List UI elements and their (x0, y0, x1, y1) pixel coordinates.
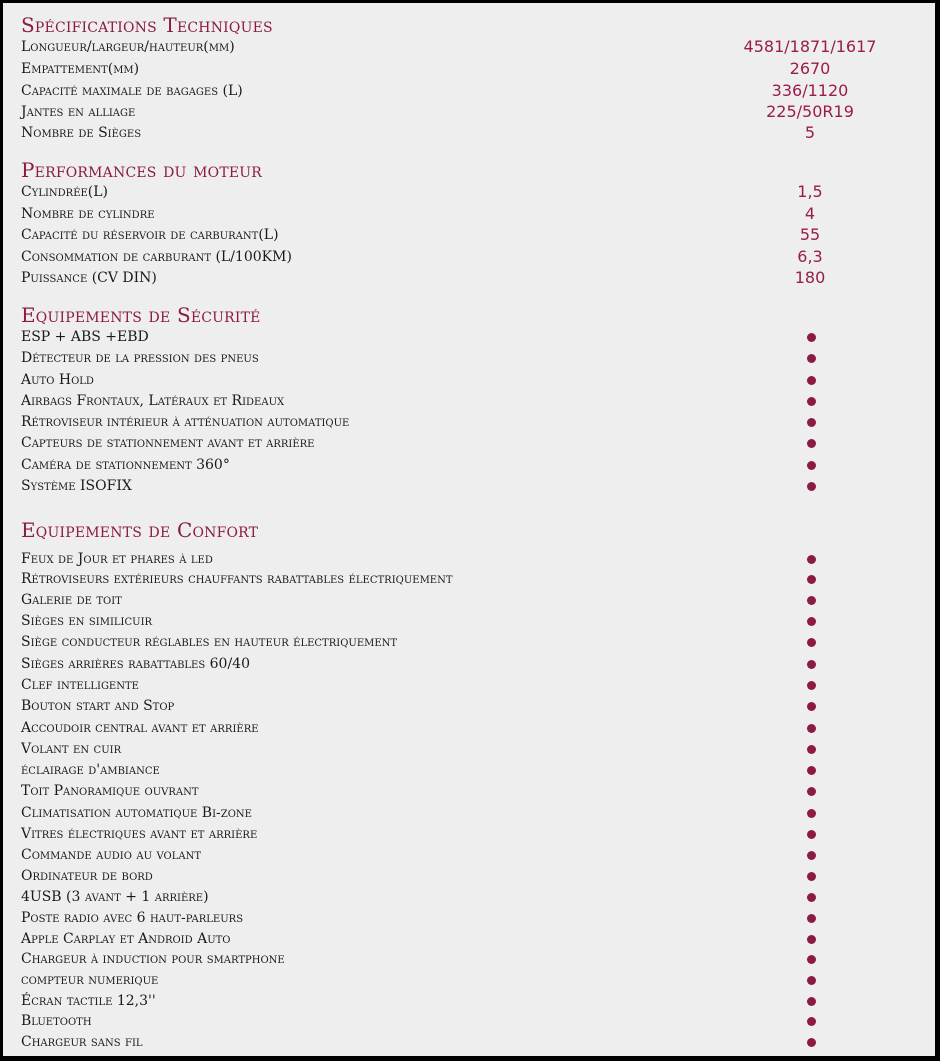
spec-label: Volant en cuir (21, 741, 122, 757)
spec-label: Feux de Jour et phares à led (21, 551, 213, 567)
section-title-equipements-de-confort: Equipements de Confort (21, 518, 259, 542)
spec-row (21, 348, 935, 368)
included-dot-icon (807, 376, 816, 385)
spec-row (21, 102, 935, 122)
included-dot-icon (807, 851, 816, 860)
included-dot-icon (807, 596, 816, 605)
spec-label: Capacité maximale de bagages (L) (21, 83, 243, 99)
spec-label: Nombre de Sièges (21, 125, 142, 141)
spec-row (21, 675, 935, 695)
spec-row (21, 182, 935, 202)
spec-row (21, 433, 935, 453)
spec-label: Sièges arrières rabattables 60/40 (21, 656, 250, 672)
spec-label: Clef intelligente (21, 677, 139, 693)
spec-value: 6,3 (797, 247, 823, 266)
included-dot-icon (807, 418, 816, 427)
spec-label: éclairage d'ambiance (21, 762, 160, 778)
spec-label: compteur numerique (21, 972, 159, 988)
included-dot-icon (807, 1017, 816, 1026)
spec-value: 336/1120 (771, 81, 849, 100)
included-dot-icon (807, 745, 816, 754)
spec-row (21, 370, 935, 390)
spec-row (21, 803, 935, 823)
spec-value: 4 (804, 204, 816, 223)
spec-label: Écran tactile 12,3'' (21, 993, 156, 1009)
spec-label: Rétroviseurs extérieurs chauffants rabattables électriquement (21, 571, 453, 587)
spec-row (21, 970, 935, 990)
spec-label: Rétroviseur intérieur à atténuation automatique (21, 414, 350, 430)
included-dot-icon (807, 724, 816, 733)
spec-row (21, 81, 935, 101)
spec-label: Poste radio avec 6 haut-parleurs (21, 910, 244, 926)
spec-row (21, 37, 935, 57)
spec-row (21, 268, 935, 288)
spec-label: Ordinateur de bord (21, 868, 153, 884)
spec-label: Longueur/largeur/hauteur(mm) (21, 39, 235, 55)
spec-label: Capteurs de stationnement avant et arrière (21, 435, 315, 451)
spec-label: Siège conducteur réglables en hauteur électriquement (21, 634, 398, 650)
spec-label: Sièges en similicuir (21, 613, 153, 629)
spec-label: Airbags Frontaux, Latéraux et Rideaux (21, 393, 285, 409)
spec-row (21, 632, 935, 652)
spec-row (21, 887, 935, 907)
included-dot-icon (807, 555, 816, 564)
spec-row (21, 824, 935, 844)
spec-sheet (3, 3, 935, 1056)
spec-row (21, 845, 935, 865)
included-dot-icon (807, 482, 816, 491)
spec-row (21, 1011, 935, 1031)
spec-row (21, 590, 935, 610)
section-title-specifications-techniques: Spécifications Techniques (21, 13, 273, 37)
included-dot-icon (807, 617, 816, 626)
spec-row (21, 123, 935, 143)
spec-label: Apple Carplay et Android Auto (21, 931, 231, 947)
spec-row (21, 949, 935, 969)
spec-row (21, 929, 935, 949)
spec-row (21, 696, 935, 716)
spec-row (21, 1032, 935, 1052)
included-dot-icon (807, 660, 816, 669)
spec-label: Détecteur de la pression des pneus (21, 350, 259, 366)
included-dot-icon (807, 935, 816, 944)
section-title-performances-du-moteur: Performances du moteur (21, 158, 263, 182)
included-dot-icon (807, 702, 816, 711)
spec-label: 4USB (3 avant + 1 arrière) (21, 889, 209, 905)
included-dot-icon (807, 893, 816, 902)
spec-value: 4581/1871/1617 (743, 37, 877, 56)
spec-label: Cylindrée(L) (21, 184, 109, 200)
included-dot-icon (807, 955, 816, 964)
spec-label: Empattement(mm) (21, 61, 140, 77)
spec-value: 1,5 (797, 182, 823, 201)
spec-label: Chargeur à induction pour smartphone (21, 951, 285, 967)
spec-row (21, 476, 935, 496)
spec-label: Consommation de carburant (L/100KM) (21, 249, 292, 265)
spec-row (21, 718, 935, 738)
included-dot-icon (807, 809, 816, 818)
spec-row (21, 654, 935, 674)
spec-row (21, 225, 935, 245)
included-dot-icon (807, 976, 816, 985)
section-title-equipements-de-securite: Equipements de Sécurité (21, 303, 261, 327)
spec-label: Bluetooth (21, 1013, 92, 1029)
spec-row (21, 908, 935, 928)
included-dot-icon (807, 333, 816, 342)
spec-row (21, 455, 935, 475)
included-dot-icon (807, 575, 816, 584)
spec-label: Accoudoir central avant et arrière (21, 720, 259, 736)
spec-label: Chargeur sans fil (21, 1034, 143, 1050)
spec-label: ESP + ABS +EBD (21, 329, 149, 345)
spec-row (21, 991, 935, 1011)
spec-label: Système ISOFIX (21, 478, 132, 494)
spec-row (21, 247, 935, 267)
spec-label: Climatisation automatique Bi-zone (21, 805, 252, 821)
included-dot-icon (807, 681, 816, 690)
spec-value: 55 (799, 225, 821, 244)
included-dot-icon (807, 997, 816, 1006)
spec-row (21, 760, 935, 780)
included-dot-icon (807, 1038, 816, 1047)
spec-label: Caméra de stationnement 360° (21, 457, 230, 473)
spec-value: 180 (794, 268, 826, 287)
spec-row (21, 739, 935, 759)
included-dot-icon (807, 461, 816, 470)
included-dot-icon (807, 766, 816, 775)
spec-label: Vitres électriques avant et arrière (21, 826, 258, 842)
spec-label: Auto Hold (21, 372, 94, 388)
spec-value: 5 (804, 123, 816, 142)
spec-label: Capacité du réservoir de carburant(L) (21, 227, 279, 243)
spec-row (21, 611, 935, 631)
included-dot-icon (807, 397, 816, 406)
spec-row (21, 781, 935, 801)
spec-label: Nombre de cylindre (21, 206, 155, 222)
spec-label: Toit Panoramique ouvrant (21, 783, 199, 799)
spec-row (21, 412, 935, 432)
spec-label: Jantes en alliage (21, 104, 136, 120)
included-dot-icon (807, 354, 816, 363)
spec-row (21, 204, 935, 224)
included-dot-icon (807, 638, 816, 647)
included-dot-icon (807, 787, 816, 796)
spec-value: 2670 (789, 59, 831, 78)
included-dot-icon (807, 914, 816, 923)
included-dot-icon (807, 830, 816, 839)
spec-row (21, 549, 935, 569)
included-dot-icon (807, 439, 816, 448)
spec-value: 225/50R19 (766, 102, 854, 121)
spec-label: Puissance (CV DIN) (21, 270, 157, 286)
spec-row (21, 866, 935, 886)
spec-row (21, 569, 935, 589)
spec-label: Bouton start and Stop (21, 698, 175, 714)
spec-row (21, 59, 935, 79)
spec-label: Commande audio au volant (21, 847, 202, 863)
spec-label: Galerie de toit (21, 592, 122, 608)
spec-row (21, 391, 935, 411)
spec-row (21, 327, 935, 347)
included-dot-icon (807, 872, 816, 881)
